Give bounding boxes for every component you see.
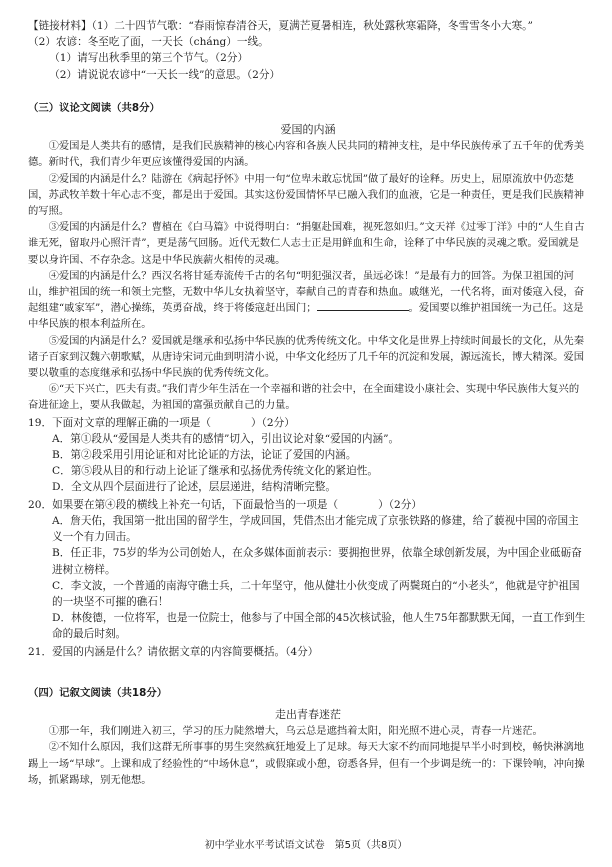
paragraph-6: ⑥“天下兴亡，匹夫有责。”我们青少年生活在一个幸福和谐的社会中，在全面建设小康社会、实现中华民族伟大复兴的奋进征途上，要从我做起，为祖国的富强贡献自己的力量。 xyxy=(28,383,580,412)
question-20-stem: 20．如果要在第④段的横线上补充一句话，下面最恰当的一项是（ xyxy=(28,498,339,511)
question-19-stem: 19．下面对文章的理解正确的一项是（ xyxy=(28,416,211,429)
q20-option-c: C．李文波，一个普通的南海守礁士兵，二十年坚守，他从健壮小伙变成了两鬓斑白的“小老头”，他就是守护祖国的一块坚不可摧的礁石！ xyxy=(52,579,580,608)
q20-option-b: B．任正非，75岁的华为公司创始人，在众多媒体面前表示：要拥抱世界，依靠全球创新发展，为中国企业砥砺奋进树立榜样。 xyxy=(52,547,582,576)
link-question-2: （2）请说说农谚中“一天长一线”的意思。（2分） xyxy=(49,68,281,81)
story-paragraph-2: ②不知什么原因，我们这群无所事事的男生突然疯狂地爱上了足球。每天大家不约而同地提早半小时到校，畅快淋漓地踢上一场“早球”。上课和成了经验性的“中场休息”，或假寐或小憩，窃悉各异，但有一个步调是统一的：下课铃响，冲向操场，抓紧踢球，别无他想。 xyxy=(28,741,585,786)
question-20 xyxy=(28,497,588,513)
paragraph-2: ②爱国的内涵是什么？陆游在《病起抒怀》中用一句“位卑未敢忘忧国”做了最好的诠释。历史上，屈原流放中仍恋楚国，苏武牧羊数十年心志不变，都是出于爱国。其实这份爱国情怀早已融入我们的血液，它是一种责任，更是我们民族精神的写照。 xyxy=(28,172,585,218)
link-question-1: （1）请写出秋季里的第三个节气。（2分） xyxy=(49,52,249,65)
q19-option-c: C．第⑤段从目的和行动上论证了继承和弘扬优秀传统文化的紧迫性。 xyxy=(52,465,378,478)
exam-page xyxy=(28,18,588,788)
q20-option-d: D．林俊德，一位将军，也是一位院士，他参与了中国全部的45次核试验，他人生75年都默默无闻，一直工作到生命的最后时刻。 xyxy=(52,612,586,641)
story-paragraph-1: ①那一年，我们刚进入初三，学习的压力陡然增大，乌云总是遮挡着太阳，阳光照不进心灵，青春一片迷茫。 xyxy=(48,725,543,738)
q19-option-d: D．全文从四个层面进行了论述，层层递进，结构清晰完整。 xyxy=(52,481,336,494)
question-19 xyxy=(28,415,588,431)
question-21: 21．爱国的内涵是什么？请依据文章的内容简要概括。（4分） xyxy=(28,645,319,658)
q19-option-b: B．第②段采用引用论证和对比论证的方法，论证了爱国的内涵。 xyxy=(52,449,357,462)
question-20-score: ）（2分） xyxy=(378,498,422,511)
section-3-heading: （三）议论文阅读（共8分） xyxy=(28,101,160,114)
paragraph-3: ③爱国的内涵是什么？曹植在《白马篇》中说得明白：“捐躯赴国难，视死忽如归。”文天祥《过零丁洋》中的“人生自古谁无死，留取丹心照汗青”，更是荡气回肠。近代无数仁人志士正是用鲜血和生命，诠释了中华民族的灵魂之歌。爱国就是要以身许国、不存杂念。这是中华民族薪火相传的灵魂。 xyxy=(28,221,585,266)
q19-option-a: A．第①段从“爱国是人类共有的感情”切入，引出议论对象“爱国的内涵”。 xyxy=(52,432,400,445)
link-material-line1: 【链接材料】（1）二十四节气歌：“春雨惊春清谷天，夏满芒夏暑相连，秋处露秋寒霜降，冬雪雪冬小大寒。” xyxy=(28,20,533,32)
paragraph-5: ⑤爱国的内涵是什么？爱国就是继承和弘扬中华民族的优秀传统文化。中华文化是世界上持续时间最长的文化，从先秦诸子百家到汉魏六朝歌赋，从唐诗宋词元曲到明清小说，中华文化经历了几千年的沉淀和发展，源远流长，博大精深。爱国要以敬重的态度继承和弘扬中华民族的优秀传统文化。 xyxy=(28,334,585,380)
paragraph-4 xyxy=(28,268,588,333)
paragraph-1: ①爱国是人类共有的感情，是我们民族精神的核心内容和各族人民共同的精神支柱，是中华民族传承了五千年的优秀美德。新时代，我们青少年更应该懂得爱国的内涵。 xyxy=(28,140,585,169)
paragraph-4-part-a: ④爱国的内涵是什么？西汉名将甘延寿流传千古的名句“明犯强汉者，虽远必诛！”是最有力的回答。为保卫祖国的河山，维护祖国的统一和领土完整，无数中华儿女执着坚守，奉献自己的青春和热血。戚继光，一代名将，面对倭寇入侵，奋起组建“戚家军”，潜心操练，英勇奋战，终于将倭寇赶出国门； xyxy=(28,269,585,315)
question-19-score: ）（2分） xyxy=(250,416,295,429)
article-title-youth: 走出青春迷茫 xyxy=(275,707,341,721)
page-footer: 初中学业水平考试语文试卷 第5页（共8页） xyxy=(204,840,408,851)
q20-option-a: A．詹天佑，我国第一批出国的留学生，学成回国，凭借杰出才能完成了京张铁路的修建，给了藐视中国的帝国主义一个有力回击。 xyxy=(52,514,579,544)
fill-blank-line[interactable] xyxy=(317,300,409,311)
link-material-line2: （2）农谚：冬至吃了面，一天长（cháng）一线。 xyxy=(28,36,269,49)
section-4-heading: （四）记叙文阅读（共18分） xyxy=(28,686,168,699)
paragraph-4-part-b: 。爱国要以维护祖国统一为己任。这是中华民族的根本利益所在。 xyxy=(28,302,584,331)
article-title-patriotism: 爱国的内涵 xyxy=(280,123,336,137)
